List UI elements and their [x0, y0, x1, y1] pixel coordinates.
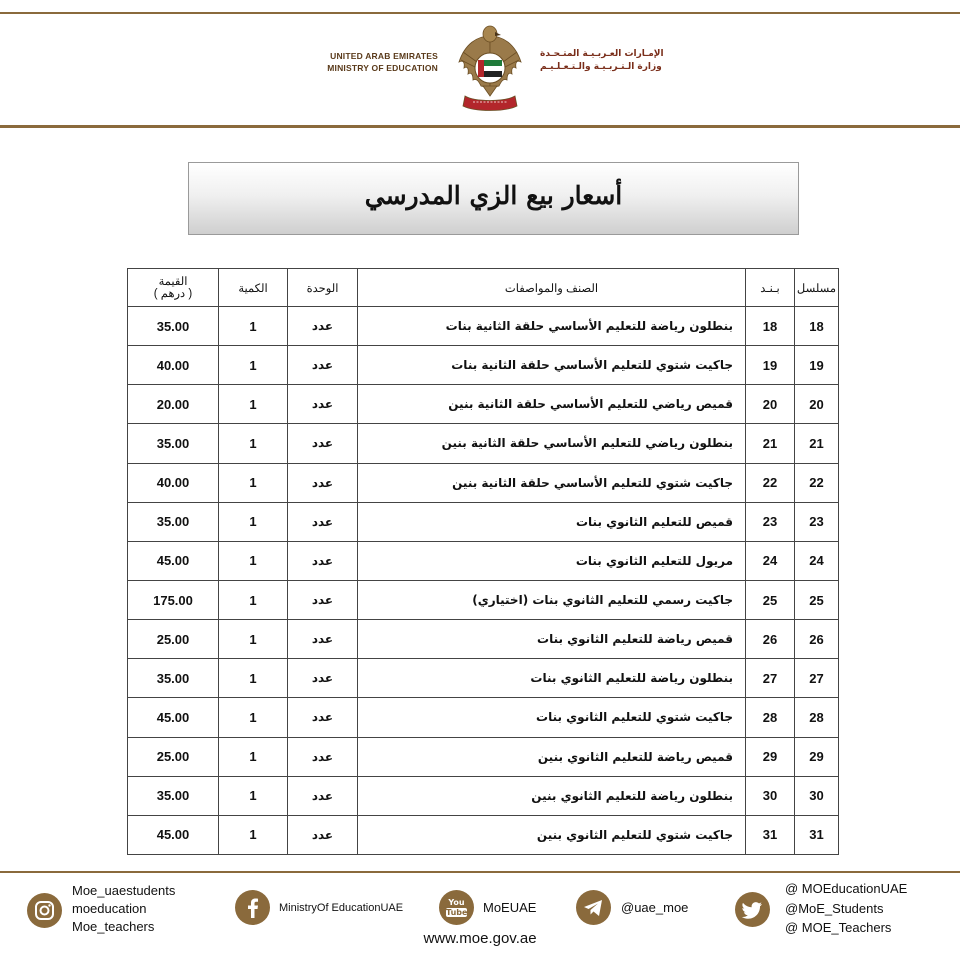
row-value: 35.00	[128, 502, 219, 541]
header-item: بـنـد	[746, 269, 795, 307]
row-serial: 28	[795, 698, 839, 737]
table-row	[128, 659, 839, 698]
row-description: بنطلون رياضي للتعليم الأساسي حلقة الثانية بنين	[358, 424, 746, 463]
table-row	[128, 385, 839, 424]
header-quantity: الكمية	[219, 269, 288, 307]
row-quantity: 1	[219, 620, 288, 659]
table-row	[128, 698, 839, 737]
row-value: 25.00	[128, 620, 219, 659]
telegram-handle[interactable]: @uae_moe	[621, 900, 689, 915]
facebook-page[interactable]: MinistryOf EducationUAE	[279, 902, 404, 914]
row-serial: 20	[795, 385, 839, 424]
row-item-number: 24	[746, 541, 795, 580]
row-item-number: 29	[746, 737, 795, 776]
row-quantity: 1	[219, 541, 288, 580]
row-unit: عدد	[288, 385, 358, 424]
row-value: 45.00	[128, 698, 219, 737]
row-value: 45.00	[128, 815, 219, 854]
row-serial: 23	[795, 502, 839, 541]
uae-emblem-icon	[455, 22, 525, 114]
row-quantity: 1	[219, 463, 288, 502]
row-item-number: 20	[746, 385, 795, 424]
table-header-row	[128, 269, 839, 307]
row-value: 35.00	[128, 776, 219, 815]
row-item-number: 18	[746, 307, 795, 346]
row-value: 25.00	[128, 737, 219, 776]
row-value: 35.00	[128, 424, 219, 463]
header-top-rule	[0, 12, 960, 14]
row-description: جاكيت شتوي للتعليم الثانوي بنين	[358, 815, 746, 854]
row-description: قميص رياضة للتعليم الثانوي بنات	[358, 620, 746, 659]
table-row	[128, 620, 839, 659]
header-value	[128, 269, 219, 307]
instagram-icon[interactable]	[27, 893, 62, 928]
youtube-channel[interactable]: MoEUAE	[483, 900, 537, 915]
ministry-title-en: MINISTRY OF EDUCATION	[327, 63, 438, 73]
twitter-handle-3[interactable]: @ MOE_Teachers	[785, 920, 892, 935]
row-unit: عدد	[288, 346, 358, 385]
row-unit: عدد	[288, 659, 358, 698]
row-item-number: 31	[746, 815, 795, 854]
telegram-icon[interactable]	[576, 890, 611, 925]
table-row	[128, 776, 839, 815]
row-description: قميص رياضة للتعليم الثانوي بنين	[358, 737, 746, 776]
row-quantity: 1	[219, 346, 288, 385]
uniform-price-table	[127, 268, 839, 855]
row-item-number: 26	[746, 620, 795, 659]
row-serial: 31	[795, 815, 839, 854]
row-description: بنطلون رياضة للتعليم الثانوي بنين	[358, 776, 746, 815]
table-row	[128, 463, 839, 502]
row-quantity: 1	[219, 659, 288, 698]
row-unit: عدد	[288, 776, 358, 815]
table-row	[128, 580, 839, 619]
ministry-name-arabic	[540, 48, 670, 74]
website-link[interactable]: www.moe.gov.ae	[423, 930, 537, 947]
youtube-badge-top: You	[448, 898, 465, 907]
table-row	[128, 737, 839, 776]
row-description: قميص رياضي للتعليم الأساسي حلقة الثانية بنين	[358, 385, 746, 424]
row-quantity: 1	[219, 424, 288, 463]
row-item-number: 30	[746, 776, 795, 815]
row-value: 35.00	[128, 307, 219, 346]
row-description: جاكيت شتوي للتعليم الثانوي بنات	[358, 698, 746, 737]
footer-top-rule	[0, 871, 960, 873]
twitter-icon[interactable]	[735, 892, 770, 927]
table-row	[128, 541, 839, 580]
header-description: الصنف والمواصفات	[358, 269, 746, 307]
twitter-handle-2[interactable]: @MoE_Students	[785, 901, 884, 916]
youtube-badge-bottom: Tube	[446, 908, 468, 917]
row-item-number: 22	[746, 463, 795, 502]
table-row	[128, 424, 839, 463]
row-unit: عدد	[288, 424, 358, 463]
twitter-handle-1[interactable]: @ MOEducationUAE	[785, 881, 908, 896]
row-value: 20.00	[128, 385, 219, 424]
row-item-number: 21	[746, 424, 795, 463]
row-unit: عدد	[288, 580, 358, 619]
row-unit: عدد	[288, 463, 358, 502]
table-row	[128, 815, 839, 854]
row-description: جاكيت شتوي للتعليم الأساسي حلقة الثانية بنين	[358, 463, 746, 502]
row-unit: عدد	[288, 307, 358, 346]
row-description: جاكيت رسمي للتعليم الثانوي بنات (اختياري)	[358, 580, 746, 619]
row-quantity: 1	[219, 776, 288, 815]
row-serial: 22	[795, 463, 839, 502]
header-value-label: القيمة	[158, 275, 188, 288]
row-unit: عدد	[288, 502, 358, 541]
document-title-box	[188, 162, 799, 235]
row-serial: 29	[795, 737, 839, 776]
table-row	[128, 307, 839, 346]
row-value: 40.00	[128, 346, 219, 385]
youtube-icon[interactable]	[439, 890, 474, 925]
row-value: 35.00	[128, 659, 219, 698]
row-item-number: 19	[746, 346, 795, 385]
row-quantity: 1	[219, 580, 288, 619]
row-unit: عدد	[288, 620, 358, 659]
row-quantity: 1	[219, 385, 288, 424]
header-serial: مسلسل	[795, 269, 839, 307]
row-quantity: 1	[219, 815, 288, 854]
instagram-handle-1[interactable]: Moe_uaestudents	[72, 883, 176, 898]
row-item-number: 23	[746, 502, 795, 541]
row-serial: 27	[795, 659, 839, 698]
header-unit: الوحدة	[288, 269, 358, 307]
row-value: 40.00	[128, 463, 219, 502]
row-serial: 25	[795, 580, 839, 619]
document-title: أسعار بيع الزي المدرسي	[364, 181, 623, 210]
row-item-number: 25	[746, 580, 795, 619]
row-description: قميص للتعليم الثانوي بنات	[358, 502, 746, 541]
row-description: بنطلون رياضة للتعليم الثانوي بنات	[358, 659, 746, 698]
row-serial: 26	[795, 620, 839, 659]
ministry-name-english	[300, 50, 438, 74]
facebook-icon[interactable]	[235, 890, 270, 925]
header-value-currency: ( درهم )	[153, 287, 193, 300]
row-serial: 19	[795, 346, 839, 385]
table-row	[128, 346, 839, 385]
row-description: بنطلون رياضة للتعليم الأساسي حلقة الثانية بنات	[358, 307, 746, 346]
instagram-handle-3[interactable]: Moe_teachers	[72, 919, 155, 934]
header-bottom-rule	[0, 125, 960, 128]
row-serial: 18	[795, 307, 839, 346]
row-description: مريول للتعليم الثانوي بنات	[358, 541, 746, 580]
row-unit: عدد	[288, 815, 358, 854]
row-value: 175.00	[128, 580, 219, 619]
ministry-country-en: UNITED ARAB EMIRATES	[330, 51, 438, 61]
ministry-title-ar: وزارة الـتـربـيـة والـتـعـلـيـم	[540, 62, 662, 72]
instagram-handle-2[interactable]: moeducation	[72, 901, 147, 916]
row-description: جاكيت شتوي للتعليم الأساسي حلقة الثانية بنات	[358, 346, 746, 385]
row-unit: عدد	[288, 737, 358, 776]
row-quantity: 1	[219, 737, 288, 776]
row-serial: 30	[795, 776, 839, 815]
row-quantity: 1	[219, 502, 288, 541]
table-row	[128, 502, 839, 541]
ministry-country-ar: الإمـارات العـربـيـة المتـحـدة	[540, 49, 664, 59]
row-serial: 24	[795, 541, 839, 580]
row-quantity: 1	[219, 698, 288, 737]
row-item-number: 28	[746, 698, 795, 737]
row-item-number: 27	[746, 659, 795, 698]
row-quantity: 1	[219, 307, 288, 346]
row-unit: عدد	[288, 541, 358, 580]
row-value: 45.00	[128, 541, 219, 580]
row-serial: 21	[795, 424, 839, 463]
row-unit: عدد	[288, 698, 358, 737]
